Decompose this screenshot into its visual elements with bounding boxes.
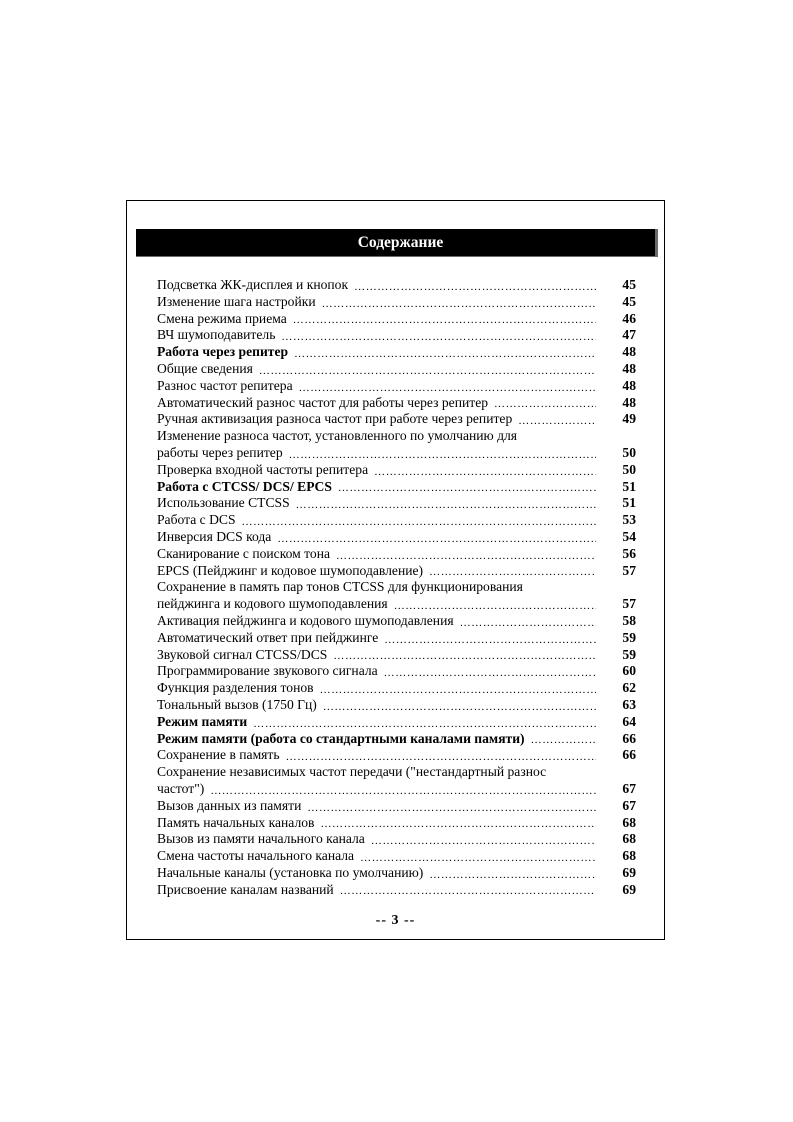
dot-leader [340,884,596,898]
toc-entry-page: 66 [622,730,636,746]
toc-entry[interactable] [157,546,639,563]
toc-entry-label: Работа с CTCSS/ DCS/ EPCS [157,478,332,494]
toc-entry-label: Режим памяти [157,713,248,729]
toc-entry-page: 68 [622,814,636,830]
toc-entry[interactable] [157,764,639,781]
toc-entry[interactable] [157,815,639,832]
toc-entry-label: Память начальных каналов [157,814,315,830]
content-frame [126,200,665,940]
dot-leader [494,397,596,411]
toc-entry-label: Использование CTCSS [157,495,290,511]
toc-entry-label: Автоматический ответ при пейджинге [157,629,379,645]
toc-entry-label: EPCS (Пейджинг и кодовое шумоподавление) [157,562,424,578]
toc-entry-page: 46 [622,310,636,326]
toc-entry-label: Сохранение независимых частот передачи ("нестандартный разнос [157,764,547,780]
toc-entry-page: 68 [622,831,636,847]
dot-leader [338,481,596,495]
toc-entry-label: Звуковой сигнал CTCSS/DCS [157,646,328,662]
toc-entry-page: 48 [622,360,636,376]
dot-leader [531,733,596,747]
toc-entry-label: Изменение шага настройки [157,293,316,309]
toc-entry-page: 67 [622,797,636,813]
dot-leader [277,532,596,546]
toc-entry-page: 54 [622,528,636,544]
toc-entry-page: 45 [622,277,636,292]
dot-leader [518,414,596,428]
toc-entry[interactable] [157,462,639,479]
dot-leader [299,381,596,395]
toc-entry[interactable] [157,277,639,294]
toc-entry[interactable] [157,495,639,512]
dot-leader [384,633,596,647]
dot-leader [374,465,596,479]
toc-entry[interactable] [157,647,639,664]
dot-leader [336,549,596,563]
toc-entry-page: 60 [622,663,636,679]
toc-entry-label: Смена режима приема [157,310,287,326]
dot-leader [320,683,596,697]
toc-entry-page: 63 [622,696,636,712]
toc-entry[interactable] [157,411,639,428]
toc-entry-label: Разнос частот репитера [157,377,293,393]
toc-entry[interactable] [157,529,639,546]
toc-entry-label: Проверка входной частоты репитера [157,461,369,477]
toc-entry-label: Смена частоты начального канала [157,848,355,864]
dot-leader [360,851,596,865]
toc-entry-label: Сохранение в память [157,747,280,763]
toc-entry-page: 51 [622,495,636,511]
toc-entry[interactable] [157,831,639,848]
toc-entry[interactable] [157,579,639,596]
toc-entry[interactable] [157,596,639,613]
dot-leader [307,801,596,815]
toc-entry[interactable] [157,479,639,496]
toc-entry[interactable] [157,697,639,714]
dot-leader [210,784,596,798]
toc-entry-label: Общие сведения [157,360,253,376]
toc-entry-page: 69 [622,881,636,897]
toc-entry[interactable] [157,781,639,798]
toc-entry-page: 50 [622,461,636,477]
dot-leader [322,297,596,311]
toc-entry[interactable] [157,428,639,445]
toc-entry-label: Изменение разноса частот, установленного по умолчанию для [157,428,518,444]
toc-entry-label: Вызов данных из памяти [157,797,302,813]
toc-entry[interactable] [157,361,639,378]
toc-entry-page: 69 [622,864,636,880]
dot-leader [242,515,596,529]
dot-leader [281,330,596,344]
toc-entry[interactable] [157,798,639,815]
toc-entry-label: Режим памяти (работа со стандартными каналами памяти) [157,730,525,746]
toc-entry[interactable] [157,294,639,311]
toc-entry-label: Активация пейджинга и кодового шумоподавления [157,612,454,628]
dot-leader [333,649,596,663]
page-title: Содержание [357,233,444,251]
toc-entry-page: 48 [622,344,636,360]
toc-entry[interactable] [157,344,639,361]
dot-leader [293,313,596,327]
dot-leader [294,347,596,361]
toc-entry[interactable] [157,395,639,412]
dot-leader [289,448,596,462]
dot-leader [259,364,596,378]
toc-entry[interactable] [157,663,639,680]
dot-leader [296,498,596,512]
dot-leader [253,717,596,731]
dot-leader [286,750,596,764]
dot-leader [429,565,596,579]
toc-entry-label: частот") [157,780,205,796]
toc-entry-page: 68 [622,848,636,864]
toc-entry-page: 56 [622,545,636,561]
toc-entry[interactable] [157,563,639,580]
toc-entry[interactable] [157,378,639,395]
toc-entry[interactable] [157,630,639,647]
toc-entry-label: Вызов из памяти начального канала [157,831,365,847]
toc-entry-label: ВЧ шумоподавитель [157,327,276,343]
toc-entry-label: Работа с DCS [157,512,236,528]
page-number: -- 3 -- [375,913,416,928]
toc-entry-page: 48 [622,377,636,393]
toc-entry-label: Ручная активизация разноса частот при работе через репитер [157,411,513,427]
toc-entry-page: 66 [622,747,636,763]
toc-entry-page: 57 [622,562,636,578]
toc-entry-page: 51 [622,478,636,494]
table-of-contents [157,277,639,898]
toc-entry-label: Функция разделения тонов [157,680,314,696]
toc-entry-page: 57 [622,596,636,612]
toc-entry[interactable] [157,714,639,731]
toc-entry-label: Начальные каналы (установка по умолчанию) [157,864,424,880]
toc-entry-label: Присвоение каналам названий [157,881,334,897]
toc-entry-label: Программирование звукового сигнала [157,663,378,679]
toc-entry-page: 53 [622,512,636,528]
toc-entry-label: Сканирование с поиском тона [157,545,331,561]
toc-entry[interactable] [157,747,639,764]
toc-entry-label: работы через репитер [157,444,283,460]
toc-entry-page: 67 [622,780,636,796]
toc-entry-label: Инверсия DCS кода [157,528,272,544]
dot-leader [384,666,596,680]
toc-entry-label: Работа через репитер [157,344,289,360]
toc-entry[interactable] [157,311,639,328]
toc-entry[interactable] [157,865,639,882]
toc-entry[interactable] [157,731,639,748]
toc-entry[interactable] [157,327,639,344]
toc-entry-page: 62 [622,680,636,696]
toc-entry-label: Подсветка ЖК-дисплея и кнопок [157,277,349,292]
toc-entry-page: 49 [622,411,636,427]
dot-leader [323,700,596,714]
toc-entry[interactable] [157,613,639,630]
dot-leader [429,868,596,882]
toc-entry-label: пейджинга и кодового шумоподавления [157,596,388,612]
dot-leader [371,834,596,848]
dot-leader [320,817,596,831]
toc-entry[interactable] [157,445,639,462]
dot-leader [354,280,596,294]
toc-entry[interactable] [157,882,639,899]
toc-entry[interactable] [157,680,639,697]
toc-entry[interactable] [157,512,639,529]
toc-entry-page: 45 [622,293,636,309]
title-bar [136,229,658,257]
toc-entry-page: 64 [622,713,636,729]
toc-entry-page: 50 [622,444,636,460]
toc-entry-label: Сохранение в память пар тонов CTCSS для функционирования [157,579,523,595]
toc-entry-page: 58 [622,612,636,628]
dot-leader [394,599,596,613]
toc-entry-page: 47 [622,327,636,343]
dot-leader [460,616,596,630]
toc-entry-label: Тональный вызов (1750 Гц) [157,696,317,712]
toc-entry-page: 59 [622,646,636,662]
toc-entry-page: 48 [622,394,636,410]
toc-entry-page: 59 [622,629,636,645]
toc-entry[interactable] [157,848,639,865]
toc-entry-label: Автоматический разнос частот для работы через репитер [157,394,489,410]
